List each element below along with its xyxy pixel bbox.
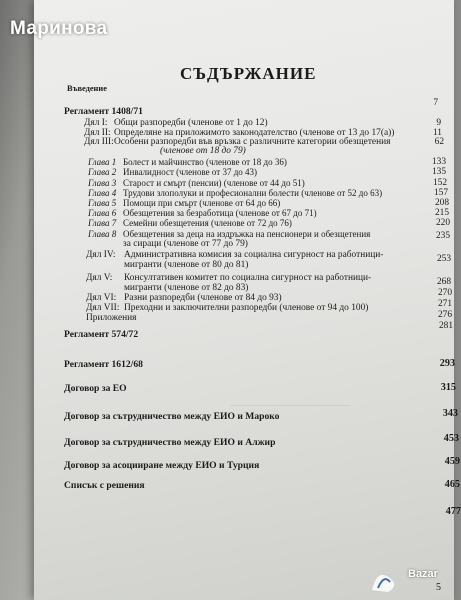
toc-section-4-page: 253 bbox=[436, 254, 451, 264]
toc-appendices-page: 276 bbox=[437, 310, 452, 320]
toc-section-5: Дял V: Консултативен комитет по социална сигурност на работници- bbox=[86, 273, 372, 283]
toc-chapter-6-page: 215 bbox=[434, 208, 449, 218]
toc-last-page: 477 bbox=[445, 506, 461, 517]
toc-reg1408-label: Регламент 1408/71 bbox=[64, 106, 143, 117]
toc-reg574-label: Регламент 574/72 bbox=[64, 329, 139, 340]
toc-section-3-page: 62 bbox=[434, 137, 444, 147]
toc-appendices: Приложения bbox=[86, 313, 137, 323]
toc-section-2: Дял II: Определяне на приложимото законодателство (членове от 13 до 17(а)) bbox=[84, 128, 395, 138]
toc-section-4: Дял IV: Административна комисия за социална сигурност на работници- bbox=[86, 250, 384, 260]
toc-section-5-cont: мигранти (членове от 82 до 83) bbox=[124, 283, 249, 293]
toc-section-3: Дял III:Особени разпоредби във връзка с различните категории обезщетения bbox=[84, 137, 391, 147]
toc-ec-treaty-page: 315 bbox=[440, 382, 456, 393]
toc-section-5-page: 268 bbox=[436, 277, 451, 287]
toc-reg1612-page: 293 bbox=[439, 358, 455, 369]
toc-chapter-1: Глава 1 Болест и майчинство (членове от 18 до 36) bbox=[88, 157, 287, 167]
toc-chapter-1-page: 133 bbox=[431, 157, 446, 167]
toc-chapter-2-page: 135 bbox=[431, 167, 446, 177]
toc-reg574-page: 281 bbox=[438, 321, 453, 331]
toc-algeria-page: 453 bbox=[443, 433, 459, 444]
page-title: СЪДЪРЖАНИЕ bbox=[180, 64, 317, 83]
toc-morocco-page: 343 bbox=[442, 408, 458, 419]
toc-turkey-page: 459 bbox=[444, 456, 460, 467]
toc-section-4-cont: мигранти (членове от 80 до 81) bbox=[124, 260, 249, 270]
toc-chapter-4-page: 157 bbox=[433, 188, 448, 198]
toc-chapter-5-page: 208 bbox=[434, 198, 449, 208]
toc-intro-page: 7 bbox=[433, 98, 438, 108]
toc-algeria-label: Договор за сътрудничество между ЕИО и Алжир bbox=[64, 437, 276, 448]
toc-chapter-4: Глава 4 Трудови злополуки и професионални болести (членове от 52 до 63) bbox=[88, 188, 383, 198]
toc-chapter-7-page: 220 bbox=[435, 218, 450, 228]
toc-chapter-8-cont: за сираци (членове от 77 до 79) bbox=[123, 239, 248, 249]
toc-chapter-5: Глава 5 Помощи при смърт (членове от 64 до 66) bbox=[88, 198, 281, 208]
toc-section-1-page: 9 bbox=[436, 118, 441, 128]
toc-morocco-label: Договор за сътрудничество между ЕИО и Мароко bbox=[64, 411, 280, 422]
seller-watermark: Маринова bbox=[10, 18, 108, 39]
toc-chapter-8: Глава 8 Обезщетения за деца на издръжка на пенсионери и обезщетения bbox=[88, 229, 371, 239]
toc-turkey-label: Договор за асоцииране между ЕИО и Турция bbox=[64, 460, 260, 471]
toc-section-6: Дял VI: Разни разпоредби (членове от 84 до 93) bbox=[86, 293, 282, 303]
bazar-logo-text: Bazar bbox=[408, 568, 438, 580]
toc-section-3-cont: (членове от 18 до 79) bbox=[160, 146, 246, 156]
bleed-through-shadow bbox=[230, 405, 350, 446]
toc-reg1612-label: Регламент 1612/68 bbox=[64, 359, 143, 370]
toc-section-7: Дял VII: Преходни и заключителни разпоредби (членове от 94 до 100) bbox=[86, 303, 369, 313]
toc-section-7-page: 271 bbox=[437, 299, 452, 309]
toc-section-1: Дял I: Общи разпоредби (членове от 1 до 12) bbox=[84, 118, 268, 128]
toc-ec-treaty-label: Договор за ЕО bbox=[64, 383, 127, 394]
toc-chapter-2: Глава 2 Инвалидност (членове от 37 до 43) bbox=[88, 167, 258, 177]
toc-decisions-label: Списък с решения bbox=[64, 480, 145, 491]
toc-chapter-6: Глава 6 Обезщетения за безработица (членове от 67 до 71) bbox=[88, 208, 317, 218]
page-number: 5 bbox=[436, 582, 441, 593]
toc-decisions-page: 465 bbox=[444, 479, 460, 490]
toc-chapter-3: Глава 3 Старост и смърт (пенсии) (членове от 44 до 51) bbox=[88, 178, 305, 188]
toc-intro-label: Въведение bbox=[67, 84, 107, 93]
toc-chapter-8-page: 235 bbox=[435, 231, 450, 241]
toc-chapter-7: Глава 7 Семейни обезщетения (членове от 72 до 76) bbox=[88, 218, 292, 228]
toc-section-6-page: 270 bbox=[437, 288, 452, 298]
toc-section-2-page: 11 bbox=[432, 128, 442, 138]
toc-chapter-3-page: 152 bbox=[432, 178, 447, 188]
